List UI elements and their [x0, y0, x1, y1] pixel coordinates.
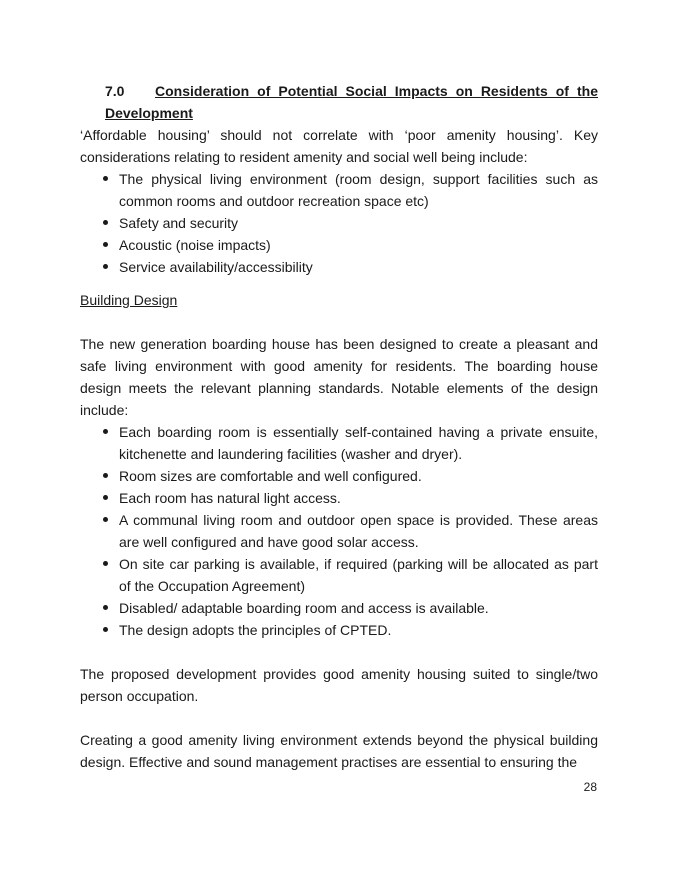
- amenity-paragraph: The proposed development provides good amenity housing suited to single/two person occupation.: [80, 666, 598, 704]
- list-item-text: Room sizes are comfortable and well configured.: [119, 468, 422, 484]
- bullet-icon: [103, 429, 108, 434]
- list-item-text: Safety and security: [119, 215, 239, 231]
- list-item: [80, 487, 598, 509]
- section-heading: [80, 80, 598, 102]
- list-item: [80, 212, 598, 234]
- list-item: [80, 509, 598, 553]
- building-design-subheading: Building Design: [80, 292, 178, 308]
- page-number: 28: [583, 780, 597, 794]
- list-item-text: Acoustic (noise impacts): [119, 237, 271, 253]
- page-content: [80, 80, 598, 773]
- list-item: [80, 256, 598, 278]
- list-item-text: The design adopts the principles of CPTED.: [119, 622, 392, 638]
- list-item: [80, 421, 598, 465]
- bullet-icon: [103, 176, 108, 181]
- considerations-list: [80, 168, 598, 278]
- design-paragraph: The new generation boarding house has been designed to create a pleasant and safe living environment with good amenity for residents. The boarding house design meets the relevant planning standards. Notable elements of the design include:: [80, 336, 598, 418]
- list-item-text: Each room has natural light access.: [119, 490, 341, 506]
- list-item-text: The physical living environment (room design, support facilities such as common rooms and outdoor recreation space etc): [119, 171, 598, 209]
- bullet-icon: [103, 242, 108, 247]
- bullet-icon: [103, 627, 108, 632]
- list-item-text: On site car parking is available, if required (parking will be allocated as part of the Occupation Agreement): [119, 556, 598, 594]
- list-item: [80, 597, 598, 619]
- list-item: [80, 553, 598, 597]
- section-title-line1: Consideration of Potential Social Impacts on Residents of the: [155, 83, 598, 99]
- section-title-line2: Development: [105, 105, 193, 121]
- list-item-text: Each boarding room is essentially self-contained having a private ensuite, kitchenette and laundering facilities (washer and dryer).: [119, 424, 598, 462]
- bullet-icon: [103, 220, 108, 225]
- bullet-icon: [103, 264, 108, 269]
- list-item-text: A communal living room and outdoor open space is provided. These areas are well configured and have good solar access.: [119, 512, 598, 550]
- bullet-icon: [103, 605, 108, 610]
- list-item: [80, 168, 598, 212]
- list-item-text: Disabled/ adaptable boarding room and access is available.: [119, 600, 489, 616]
- bullet-icon: [103, 473, 108, 478]
- bullet-icon: [103, 561, 108, 566]
- list-item-text: Service availability/accessibility: [119, 259, 313, 275]
- list-item: [80, 234, 598, 256]
- list-item: [80, 465, 598, 487]
- design-elements-list: [80, 421, 598, 641]
- intro-paragraph: ‘Affordable housing’ should not correlate with ‘poor amenity housing’. Key considerations relating to resident amenity and social well being include:: [80, 127, 598, 165]
- bullet-icon: [103, 495, 108, 500]
- closing-paragraph: Creating a good amenity living environment extends beyond the physical building design. Effective and sound management practises are essential to ensuring the: [80, 732, 598, 770]
- list-item: [80, 619, 598, 641]
- section-number: 7.0: [105, 83, 125, 99]
- bullet-icon: [103, 517, 108, 522]
